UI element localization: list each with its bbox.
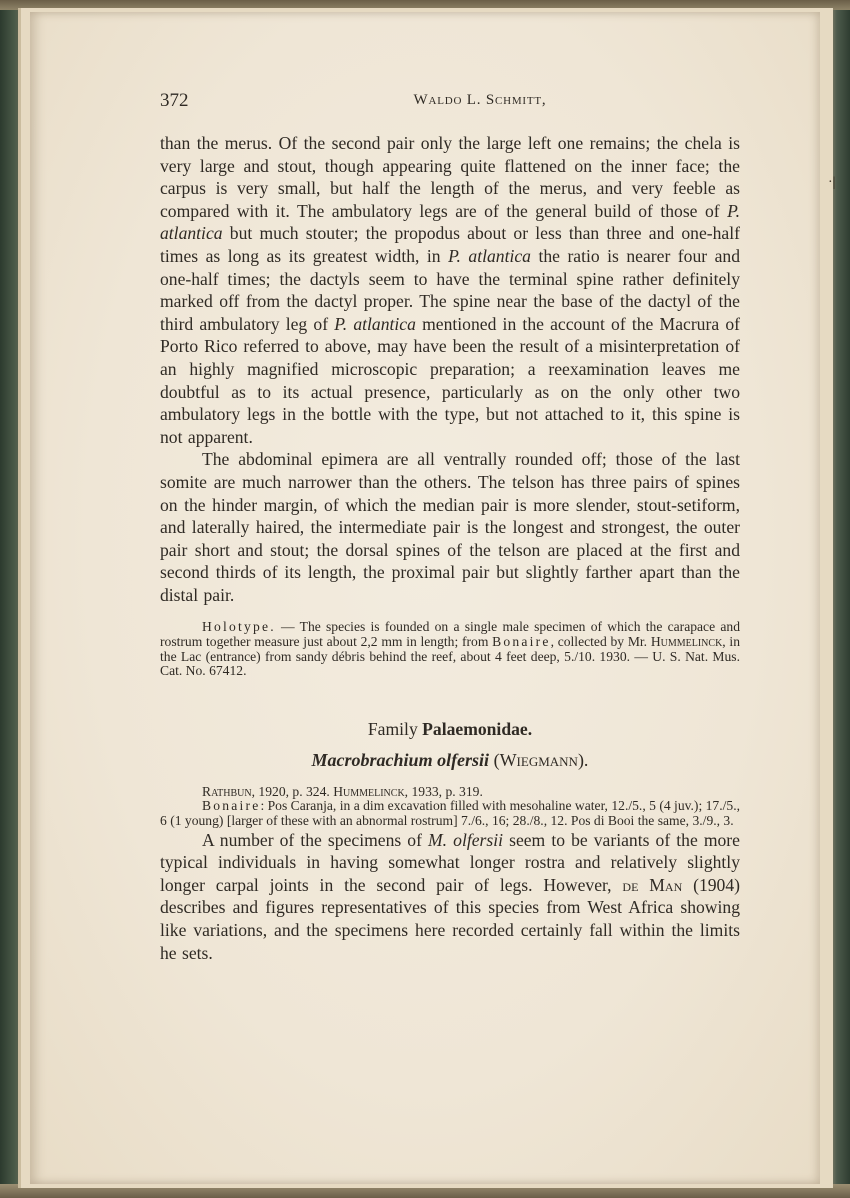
holotype-paragraph bbox=[160, 620, 740, 678]
margin-mark: ·| bbox=[828, 175, 836, 190]
text-run: ( bbox=[489, 749, 500, 770]
holotype-note bbox=[160, 620, 740, 678]
species-italic: P. atlantica bbox=[334, 313, 416, 334]
text-run: but much stouter; the propodus about or less than three and one-half times as long as its greatest width, in bbox=[160, 223, 740, 266]
text-run: , 1933, p. 319. bbox=[404, 783, 483, 799]
records-line bbox=[160, 799, 740, 828]
paragraph-1 bbox=[160, 132, 740, 448]
page-number: 372 bbox=[160, 90, 189, 111]
family-prefix: Family bbox=[367, 718, 418, 739]
text-run: mentioned in the account of the Macrura of Porto Rico referred to above, may have been the result of a misinterpretation of an highly magnified microscopic preparation; a reexamination leaves me doubtful as to its actual presence, particularly as on the only other two ambulatory legs in the bottle with the type, but not attached to it, this spine is not apparent. bbox=[160, 313, 740, 447]
locality-name: Bonaire bbox=[492, 634, 551, 650]
species-heading bbox=[160, 750, 740, 771]
text-run: the ratio is nearer four and one-half times; the dactyls seem to have the terminal spine rather definitely marked off from the dactyl proper. The spine near the base of the dactyl of the third ambulatory leg of bbox=[160, 245, 741, 334]
holotype-label: Holotype. bbox=[202, 619, 276, 635]
ref-author: Hummelinck bbox=[333, 783, 405, 799]
text-run: , in the Lac (entrance) from sandy débris behind the reef, about 4 feet deep, 5./10. 1930. — U. S. Nat. Mus. Cat. No. 67412. bbox=[160, 634, 740, 679]
ref-author: Rathbun bbox=[202, 783, 252, 799]
locality-name: Bonaire bbox=[202, 798, 261, 814]
running-head bbox=[160, 90, 740, 114]
paragraph-2: The abdominal epimera are all ventrally rounded off; those of the last somite are much narrower than the others. The telson has three pairs of spines on the hinder margin, of which the median pair is more slender, stout-setiform, and laterally haired, the intermediate pair is the longest and strongest, the outer pair short and stout; the dorsal spines of the telson are placed at the first and second thirds of its length, the proximal pair but slightly farther apart than the distal pair. bbox=[160, 449, 740, 605]
text-run: , 1920, p. 324. bbox=[251, 783, 334, 799]
family-heading bbox=[160, 719, 740, 740]
text-run: , collected by Mr. bbox=[550, 634, 651, 650]
running-title: Waldo L. Schmitt, bbox=[413, 92, 547, 108]
references-block bbox=[160, 785, 740, 829]
collector-name: Hummelinck bbox=[650, 634, 723, 650]
author-name: de Man bbox=[622, 874, 683, 895]
text-run: (1904) describes and figures representatives of this species from West Africa showing like variations, and the specimens here recorded certainly fall within the limits he sets. bbox=[160, 874, 740, 963]
species-italic: P. atlantica bbox=[448, 245, 531, 266]
text-run: seem to be variants of the more typical individuals in having somewhat longer rostra and relatively slightly longer carpal joints in the second pair of legs. However, bbox=[160, 829, 740, 895]
text-run: than the merus. Of the second pair only the large left one remains; the chela is very large and stout, though appearing quite flattened on the inner face; the carpus is very small, but half the length of the merus, and very feeble as compared with it. The ambulatory legs are of the general build of those of bbox=[160, 133, 740, 221]
family-name: Palaemonidae. bbox=[422, 718, 533, 739]
species-italic: P. atlantica bbox=[160, 200, 740, 244]
text-run: ). bbox=[577, 749, 589, 770]
species-author: Wiegmann bbox=[499, 749, 578, 770]
text-run: A number of the specimens of bbox=[202, 829, 429, 850]
paragraph-3 bbox=[160, 829, 740, 965]
species-italic: M. olfersii bbox=[428, 829, 504, 850]
species-name: Macrobrachium olfersii bbox=[311, 749, 490, 770]
text-run: — The species is founded on a single male specimen of which the carapace and rostrum together measure just about 2,2 mm in length; from bbox=[160, 619, 740, 650]
reference-line bbox=[160, 785, 740, 800]
page-content bbox=[160, 90, 740, 964]
text-run: : Pos Caranja, in a dim excavation filled with mesohaline water, 12./5., 5 (4 juv.); 17./5., 6 (1 young) [larger of these with an abnormal rostrum] 7./6., 16; 28./8., 12. Pos di Booi the same, 3./9., 3. bbox=[160, 798, 740, 829]
